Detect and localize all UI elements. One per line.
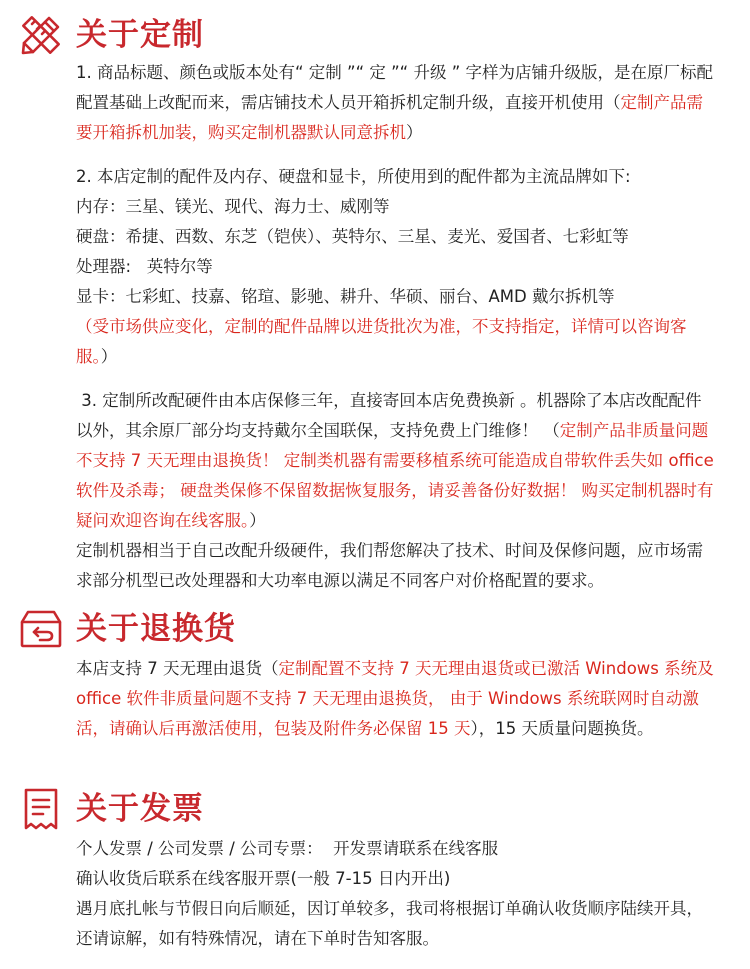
returns-paragraph: [76, 654, 716, 744]
custom-gpu-brands: 显卡：七彩虹、技嘉、铭瑄、影驰、耕升、华硕、丽台、AMD 戴尔拆机等: [76, 287, 615, 306]
returns-end: ），15 天质量问题换货。: [470, 719, 654, 738]
custom-p2-note: [76, 312, 716, 372]
returns-warning: 定制配置不支持 7 天无理由退货或已激活 Windows 系统及 office 软件非质量问题不支持 7 天无理由退换货， 由于 Windows 系统联网时自动激活，请确认后再激活使用，包装及附件务必保留 15 天: [76, 659, 714, 738]
invoice-line-2: 确认收货后联系在线客服开票(一般 7-15 日内开出): [76, 869, 451, 888]
custom-p2-intro: 2. 本店定制的配件及内存、硬盘和显卡，所使用到的配件都为主流品牌如下:: [76, 167, 631, 186]
returns-section-header: [18, 606, 236, 652]
invoice-line-1: 个人发票 / 公司发票 / 公司专票： 开发票请联系在线客服: [76, 839, 499, 858]
custom-paragraph-1: [76, 58, 716, 148]
custom-paragraph-3: [76, 386, 716, 536]
invoice-line-3: 遇月底扎帐与节假日向后顺延，因订单较多，我司将根据订单确认收货顺序陆续开具，还请谅解，如有特殊情况，请在下单时告知客服。: [76, 899, 703, 948]
custom-p3-warning: 定制产品非质量问题不支持 7 天无理由退换货！ 定制类机器有需要移植系统可能造成自带软件丢失如 office 软件及杀毒； 硬盘类保修不保留数据恢复服务，请妥善备份好数据！ 购买定制机器时有疑问欢迎咨询在线客服。: [76, 421, 714, 530]
invoice-section-header: [18, 786, 204, 832]
invoice-body: [76, 834, 716, 954]
custom-p1-text: 1. 商品标题、颜色或版本处有“ 定制 ”“ 定 ”“ 升级 ” 字样为店铺升级版，是在原厂标配配置基础上改配而来，需店铺技术人员开箱拆机定制升级，直接开机使用（: [76, 63, 713, 112]
returns-text: 本店支持 7 天无理由退货（: [76, 659, 279, 678]
receipt-icon: [18, 786, 64, 832]
custom-memory-brands: 内存：三星、镁光、现代、海力士、威刚等: [76, 197, 390, 216]
custom-p1-end: ）: [406, 123, 423, 142]
return-box-icon: [18, 606, 64, 652]
custom-p2-note-open: （: [76, 317, 93, 336]
custom-title: 关于定制: [76, 17, 204, 53]
custom-body: [76, 58, 716, 596]
pencil-ruler-icon: [18, 12, 64, 58]
invoice-title: 关于发票: [76, 791, 204, 827]
custom-p3-text: 3. 定制所改配硬件由本店保修三年，直接寄回本店免费换新 。机器除了本店改配配件以外，其余原厂部分均支持戴尔全国联保，支持免费上门维修！ （: [76, 391, 702, 440]
custom-p2-note-text: 受市场供应变化，定制的配件品牌以进货批次为准，不支持指定，详情可以咨询客服。: [76, 317, 687, 366]
returns-title: 关于退换货: [76, 611, 236, 647]
custom-paragraph-4: 定制机器相当于自己改配升级硬件，我们帮您解决了技术、时间及保修问题，应市场需求部分机型已改处理器和大功率电源以满足不同客户对价格配置的要求。: [76, 541, 703, 590]
custom-disk-brands: 硬盘：希捷、西数、东芝（铠侠）、英特尔、三星、麦光、爱国者、七彩虹等: [76, 227, 629, 246]
returns-body: [76, 654, 716, 744]
custom-p2-note-close: ）: [100, 347, 118, 366]
custom-cpu-brands: 处理器: 英特尔等: [76, 257, 213, 276]
custom-p3-end: ）: [249, 511, 266, 530]
custom-p1-warning: 定制产品需要开箱拆机加装，购买定制机器默认同意拆机: [76, 93, 703, 142]
custom-section-header: [18, 12, 204, 58]
